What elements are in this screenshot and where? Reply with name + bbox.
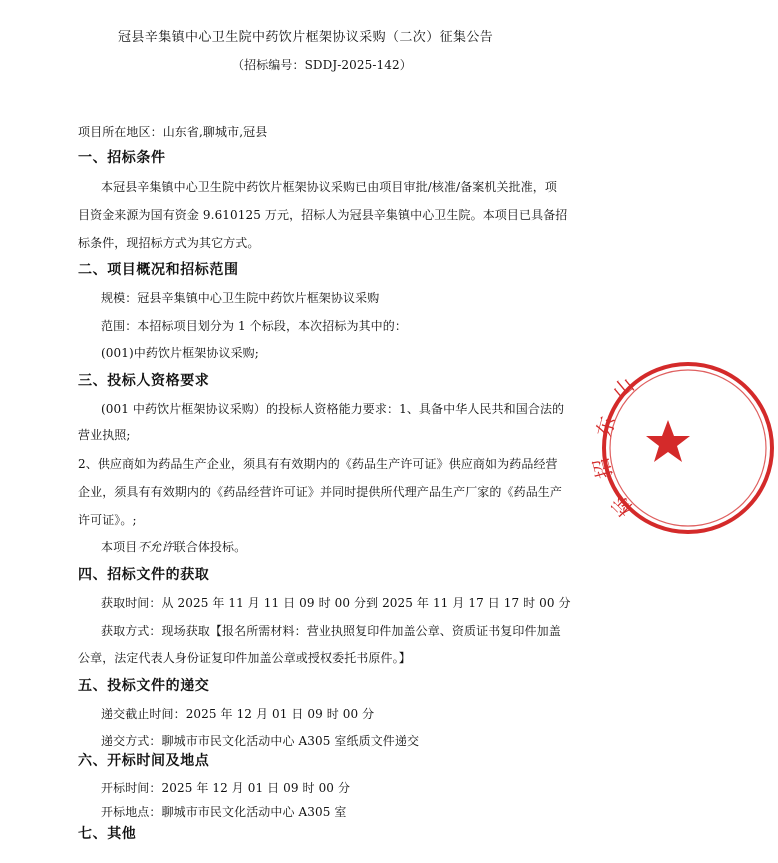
qualification-1-line-2: 营业执照; [78,428,131,442]
tender-conditions-line-1: 本冠县辛集镇中心卫生院中药饮片框架协议采购已由项目审批/核准/备案机关批准，项 [101,180,557,194]
section-heading-document-acquisition: 四、招标文件的获取 [78,567,210,583]
project-scale: 规模：冠县辛集镇中心卫生院中药饮片框架协议采购 [101,291,380,305]
section-heading-other: 七、其他 [78,826,137,842]
seal-char-1: 山 [607,372,639,404]
notice-title: 冠县辛集镇中心卫生院中药饮片框架协议采购（二次）征集公告 [118,30,494,45]
joint-bid-statement [101,539,246,555]
acquisition-method-line-2: 公章，法定代表人身份证复印件加盖公章或授权委托书原件。】 [78,651,411,665]
qualification-1-line-1: (001 中药饮片框架协议采购）的投标人资格能力要求：1、具备中华人民共和国合法的 [101,402,565,416]
seal-char-3: 招 [588,455,617,481]
joint-bid-flag: 不允许 [137,540,174,554]
tender-conditions-line-3: 标条件，现招标方式为其它方式。 [78,236,260,250]
acquisition-method-line-1: 获取方式：现场获取【报名所需材料：营业执照复印件加盖公章、资质证书复印件加盖 [101,624,561,638]
section-heading-bid-submission: 五、投标文件的递交 [78,678,210,694]
acquisition-time: 获取时间：从 2025 年 11 月 11 日 09 时 00 分到 2025 年 11 月 17 日 17 时 00 分 [101,596,571,610]
qualification-2-line-2: 企业，须具有有效期内的《药品经营许可证》并同时提供所代理产品生产厂家的《药品生产 [78,485,563,499]
opening-time: 开标时间：2025 年 12 月 01 日 09 时 00 分 [101,781,351,795]
joint-bid-prefix: 本项目 [101,540,138,554]
section-heading-opening: 六、开标时间及地点 [78,753,210,769]
seal-char-4: 标 [606,490,638,522]
qualification-2-line-3: 许可证》。; [78,513,137,527]
project-scope: 范围：本招标项目划分为 1 个标段，本次招标为其中的： [101,319,407,333]
section-heading-tender-conditions: 一、招标条件 [78,150,166,166]
joint-bid-suffix: 联合体投标。 [173,540,247,554]
section-heading-project-overview: 二、项目概况和招标范围 [78,262,239,278]
qualification-2-line-1: 2、供应商如为药品生产企业，须具有有效期内的《药品生产许可证》供应商如为药品经营 [78,457,558,471]
section-heading-bidder-qualifications: 三、投标人资格要求 [78,373,210,389]
project-lot: (001)中药饮片框架协议采购; [101,346,259,360]
project-region: 项目所在地区：山东省,聊城市,冠县 [78,125,268,139]
seal-star-icon [646,420,690,462]
red-seal-stamp [588,358,778,538]
seal-char-2: 东 [591,413,621,440]
tender-conditions-line-2: 目资金来源为国有资金 9.610125 万元，招标人为冠县辛集镇中心卫生院。本项目已具备招 [78,208,568,222]
submission-method: 递交方式：聊城市市民文化活动中心 A305 室纸质文件递交 [101,734,420,748]
opening-place: 开标地点：聊城市市民文化活动中心 A305 室 [101,805,347,819]
tender-number: （招标编号：SDDJ-2025-142） [232,58,412,72]
submission-deadline: 递交截止时间：2025 年 12 月 01 日 09 时 00 分 [101,707,375,721]
